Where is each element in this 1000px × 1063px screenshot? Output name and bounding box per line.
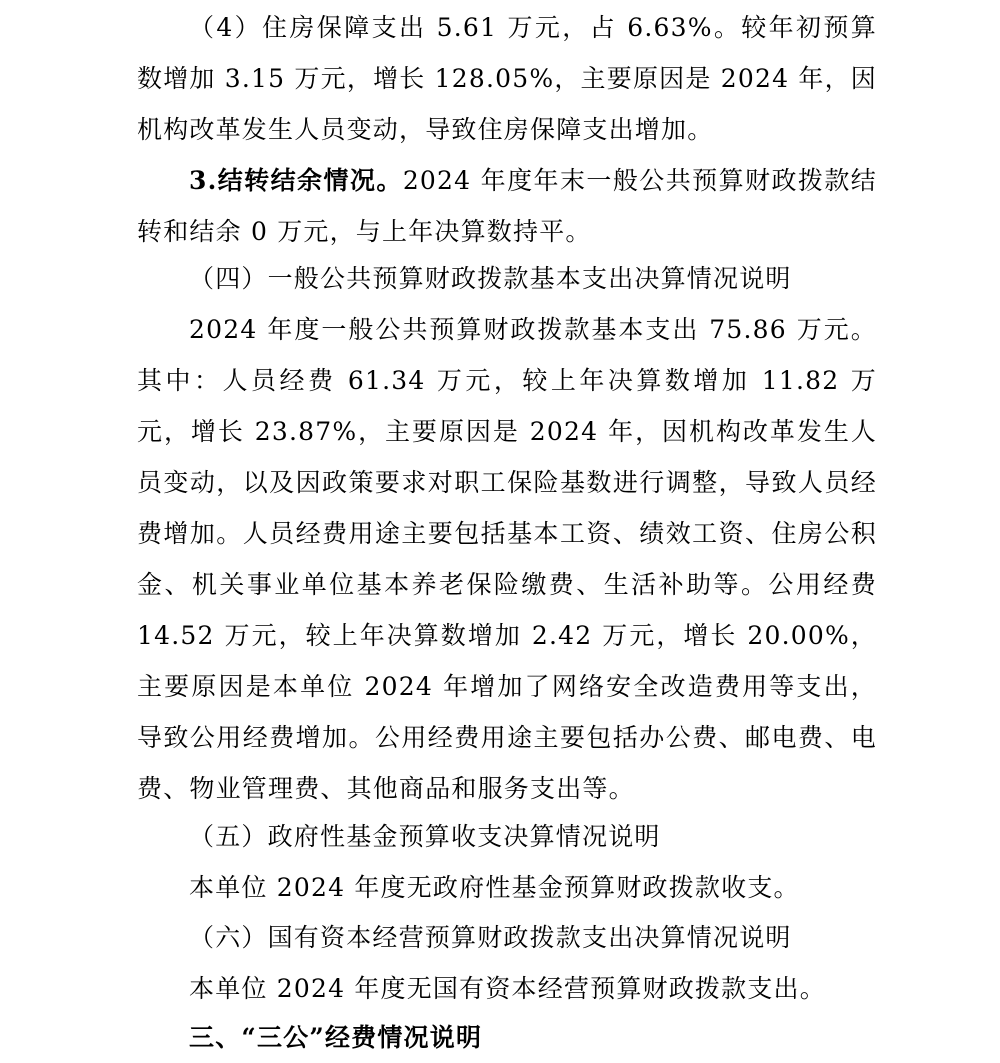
section-6-body: 本单位 2024 年度无国有资本经营预算财政拨款支出。	[189, 974, 826, 1003]
housing-expenditure-paragraph: （4）住房保障支出 5.61 万元，占 6.63%。较年初预算数增加 3.15 万元，增长 128.05%，主要原因是 2024 年，因机构改革发生人员变动，导致住房保障支出增加。	[137, 13, 877, 144]
section-5-body: 本单位 2024 年度无政府性基金预算财政拨款收支。	[189, 873, 800, 902]
section-5-heading: （五）政府性基金预算收支决算情况说明	[189, 822, 661, 851]
carryover-lead: 3.结转结余情况。	[189, 166, 403, 195]
section-4-heading: （四）一般公共预算财政拨款基本支出决算情况说明	[189, 264, 792, 293]
section-3-heading: 三、“三公”经费情况说明	[189, 1023, 483, 1052]
carryover-body: 2024 年度年末一般公共预算财政拨款结转和结余 0 万元，与上年决算数持平。	[137, 166, 877, 246]
section-4-body: 2024 年度一般公共预算财政拨款基本支出 75.86 万元。其中：人员经费 61.34 万元，较上年决算数增加 11.82 万元，增长 23.87%，主要原因是 2024 年，因机构改革发生人员变动，以及因政策要求对职工保险基数进行调整，导致人员经费增加。人员经费用途主要包括基本工资、绩效工资、住房公积金、机关事业单位基本养老保险缴费、生活补助等。公用经费 14.52 万元，较上年决算数增加 2.42 万元，增长 20.00%，主要原因是本单位 2024 年增加了网络安全改造费用等支出，导致公用经费增加。公用经费用途主要包括办公费、邮电费、电费、物业管理费、其他商品和服务支出等。	[137, 315, 877, 803]
carryover-paragraph	[137, 155, 877, 257]
section-6-heading: （六）国有资本经营预算财政拨款支出决算情况说明	[189, 923, 792, 952]
